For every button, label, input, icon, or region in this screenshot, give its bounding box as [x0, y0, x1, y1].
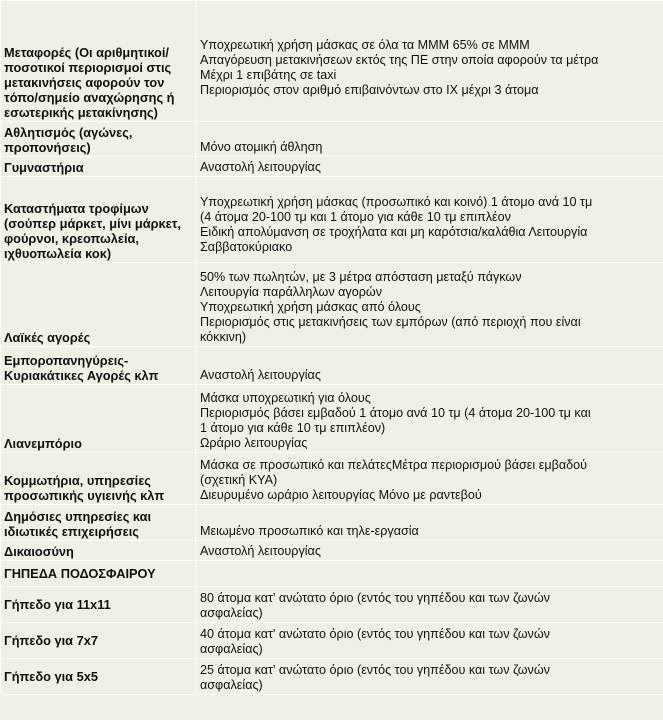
detail-line: (σχετική ΚΥΑ): [200, 473, 278, 487]
restrictions-table-body: [1, 1, 663, 695]
detail-line: Υποχρεωτική χρήση μάσκας σε όλα τα ΜΜΜ 65% σε ΜΜΜ: [200, 37, 530, 52]
table-row: [1, 541, 663, 561]
category-cell: Δημόσιες υπηρεσίες και ιδιωτικές επιχειρήσεις: [1, 505, 196, 541]
category-cell: Εμποροπανηγύρεις- Κυριακάτικες Αγορές κλπ: [1, 347, 196, 385]
table-row: [1, 263, 663, 347]
table-row: [1, 177, 663, 263]
details-cell: [196, 1, 663, 122]
table-row: [1, 1, 663, 122]
details-cell: [196, 587, 663, 623]
table-row: [1, 453, 663, 505]
detail-line: ασφαλείας): [200, 642, 263, 656]
category-cell: Κομμωτήρια, υπηρεσίες προσωπικής υγιεινής κλπ: [1, 453, 196, 505]
detail-line: Περιορισμός βάσει εμβαδού 1 άτομο ανά 10 τμ (4 άτομα 20-100 τμ και: [200, 406, 591, 420]
details-cell: [196, 157, 663, 177]
table-row: [1, 347, 663, 385]
detail-line: Μάσκα υποχρεωτική για όλους: [200, 391, 371, 405]
category-cell: Αθλητισμός (αγώνες, προπονήσεις): [1, 122, 196, 157]
category-cell: Γυμναστήρια: [1, 157, 196, 177]
category-cell: Μεταφορές (Οι αριθμητικοί/ποσοτικοί περιορισμοί στις μετακινήσεις αφορούν τον τόπο/σημείο αναχώρησης ή εσωτερικής μετακίνησης): [1, 1, 196, 122]
detail-line: ασφαλείας): [200, 678, 263, 692]
detail-line: (4 άτομα 20-100 τμ και 1 άτομο για κάθε 10 τμ επιπλέον: [200, 210, 511, 224]
detail-line: Ειδική απολύμανση σε τροχήλατα και μη καρότσια/καλάθια Λειτουργία: [200, 225, 588, 239]
detail-line: Αναστολή λειτουργίας: [200, 368, 321, 382]
table-row: [1, 157, 663, 177]
details-cell: [196, 561, 663, 587]
section-title: ΓΗΠΕΔΑ ΠΟΔΟΣΦΑΙΡΟΥ: [1, 561, 196, 587]
details-cell: [196, 122, 663, 157]
table-row: [1, 385, 663, 453]
detail-line: 1 άτομο για κάθε 10 τμ επιπλέον): [200, 421, 386, 435]
details-cell: [196, 541, 663, 561]
detail-line: Απαγόρευση μετακινήσεων εκτός της ΠΕ στην οποία αφορούν τα μέτρα: [200, 52, 599, 67]
detail-line: Περιορισμός στον αριθμό επιβαινόντων στο ΙΧ μέχρι 3 άτομα: [200, 82, 539, 97]
detail-line: Σαββατοκύριακο: [200, 240, 293, 254]
details-cell: [196, 623, 663, 659]
detail-line: Μέχρι 1 επιβάτης σε taxi: [200, 67, 337, 82]
details-cell: [196, 453, 663, 505]
detail-line: ασφαλείας): [200, 606, 263, 620]
table-row: [1, 659, 663, 695]
category-cell: Γήπεδο για 5x5: [1, 659, 196, 695]
detail-line: κόκκινη): [200, 330, 247, 344]
detail-line: Μάσκα σε προσωπικό και πελάτεςΜέτρα περιορισμού βάσει εμβαδού: [200, 458, 588, 472]
table-row: [1, 587, 663, 623]
detail-line: Αναστολή λειτουργίας: [200, 544, 321, 558]
detail-line: Αναστολή λειτουργίας: [200, 160, 321, 174]
details-cell: [196, 659, 663, 695]
details-cell: [196, 385, 663, 453]
detail-line: Ωράριο λειτουργίας: [200, 436, 308, 450]
details-cell: [196, 263, 663, 347]
section-header-row: [1, 561, 663, 587]
detail-line: 25 άτομα κατ' ανώτατο όριο (εντός του γηπέδου και των ζωνών: [200, 663, 550, 677]
category-cell: Γήπεδο για 7x7: [1, 623, 196, 659]
table-row: [1, 122, 663, 157]
detail-line: Λειτουργία παράλληλων αγορών: [200, 285, 382, 299]
detail-line: 50% των πωλητών, με 3 μέτρα απόσταση μεταξύ πάγκων: [200, 270, 522, 284]
detail-line: Υποχρεωτική χρήση μάσκας (προσωπικό και κοινό) 1 άτομο ανά 10 τμ: [200, 195, 593, 209]
detail-line: Περιορισμός στις μετακινήσεις των εμπόρων (από περιοχή που είναι: [200, 315, 581, 329]
detail-line: Υποχρεωτική χρήση μάσκας από όλους: [200, 300, 421, 314]
table-row: [1, 505, 663, 541]
table-row: [1, 623, 663, 659]
details-cell: [196, 505, 663, 541]
detail-line: Διευρυμένο ωράριο λειτουργίας Μόνο με ραντεβού: [200, 488, 482, 502]
detail-line: Μειωμένο προσωπικό και τηλε-εργασία: [200, 524, 419, 538]
detail-line: 80 άτομα κατ' ανώτατο όριο (εντός του γηπέδου και των ζωνών: [200, 591, 550, 605]
category-cell: Δικαιοσύνη: [1, 541, 196, 561]
detail-line: 40 άτομα κατ' ανώτατο όριο (εντός του γηπέδου και των ζωνών: [200, 627, 550, 641]
details-cell: [196, 177, 663, 263]
details-cell: [196, 347, 663, 385]
category-cell: Λιανεμπόριο: [1, 385, 196, 453]
detail-line: Μόνο ατομική άθληση: [200, 140, 323, 154]
category-cell: Καταστήματα τροφίμων (σούπερ μάρκετ, μίνι μάρκετ, φούρνοι, κρεοπωλεία, ιχθυοπωλεία κοκ): [1, 177, 196, 263]
category-cell: Λαϊκές αγορές: [1, 263, 196, 347]
category-cell: Γήπεδο για 11x11: [1, 587, 196, 623]
